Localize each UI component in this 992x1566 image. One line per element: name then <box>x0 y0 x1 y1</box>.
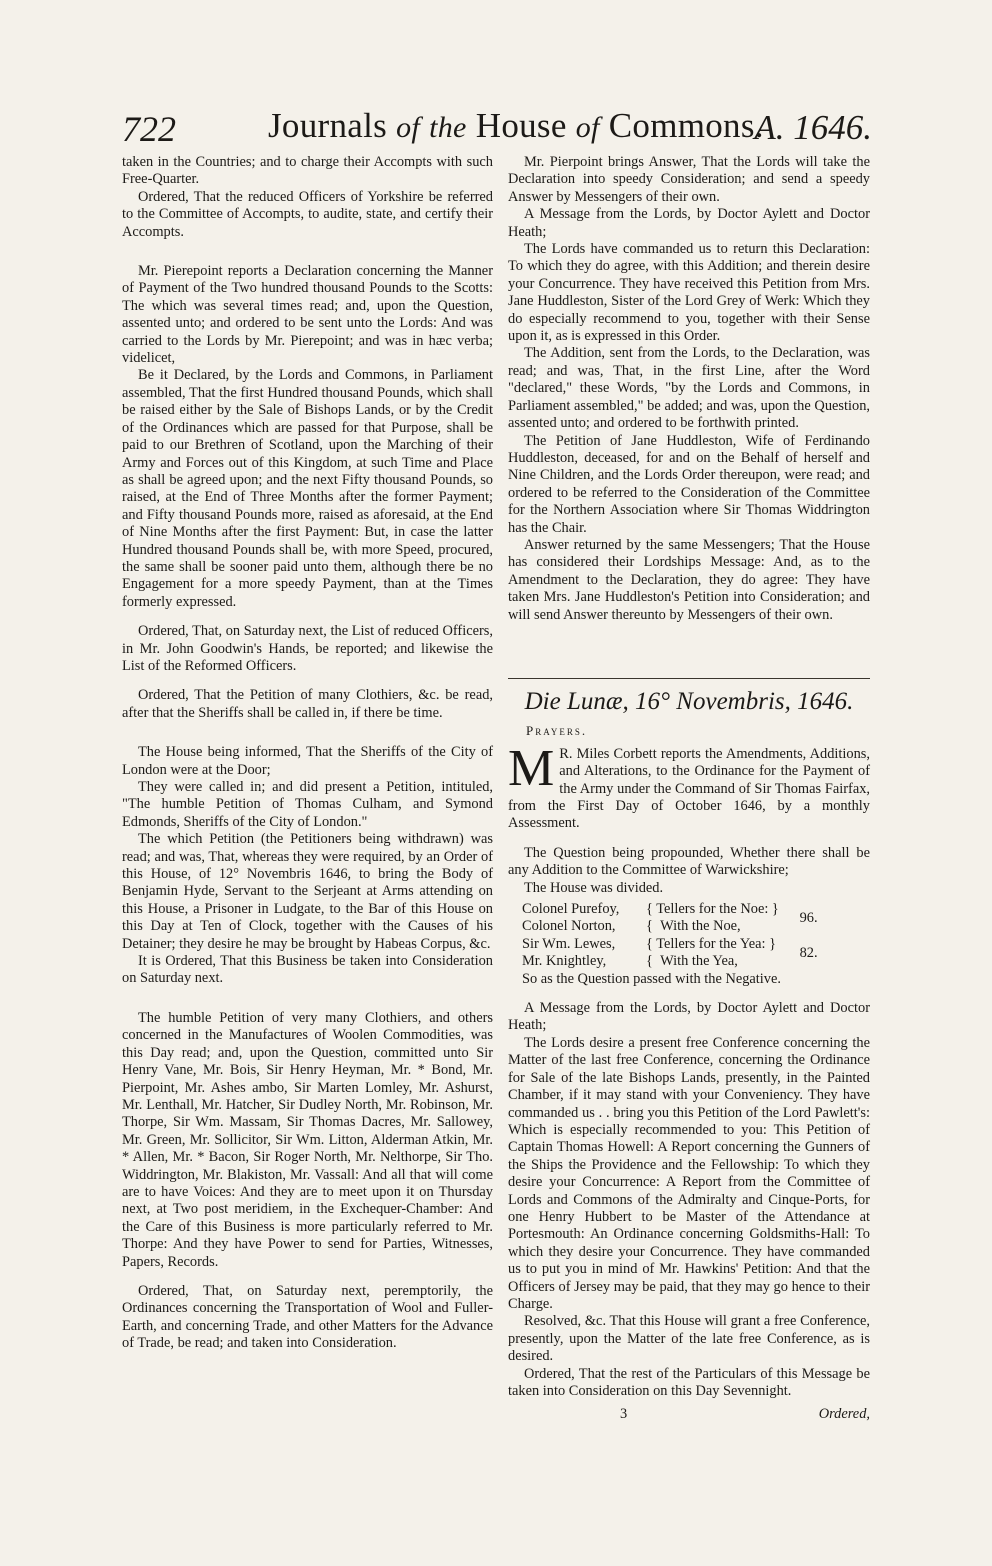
paragraph: The House was divided. <box>524 879 664 896</box>
paragraph: The Lords have commanded us to return this Declaration: To which they do agree, with this Addition; and therein desire your Concurrence. They have received this Petition from Mrs. Jane Huddleston, Sister of the Lord Grey of Werk: Which they do especially recommend to you, together with their Sense upon it, as is expressed in this Order. <box>508 241 870 345</box>
vote-count: 96. <box>799 909 818 926</box>
paragraph: The House being informed, That the Sheriffs of the City of London were at the Door; <box>122 744 493 778</box>
teller-name: Colonel Purefoy, <box>522 901 620 918</box>
corbett-report: M R. Miles Corbett reports the Amendments, Additions, and Alterations, to the Ordinance for the Payment of the Army under the Command of Sir Thomas Fairfax, from the First Day of October 1646, by a monthly Assessment. <box>508 739 870 832</box>
paragraph: Ordered, That the Petition of many Clothiers, &c. be read, after that the Sheriffs shall be called in, if there be time. <box>122 687 493 721</box>
drop-capital: M <box>508 739 555 797</box>
vote-count: 82. <box>799 944 818 961</box>
paragraph: Resolved, &c. That this House will grant a free Conference, presently, upon the Matter of the late free Conference, as is desired. <box>508 1313 870 1365</box>
paragraph: A Message from the Lords, by Doctor Aylett and Doctor Heath; <box>508 206 870 240</box>
teller-name: Mr. Knightley, <box>522 953 607 970</box>
signature-mark: 3 <box>620 1406 628 1422</box>
paragraph: Be it Declared, by the Lords and Commons, in Parliament assembled, That the first Hundred thousand Pounds, which shall be raised either by the Sale of Bishops Lands, or by the Credit of the Ordinances which are passed for that Purpose, shall be paid to our Brethren of Scotland, upon the Marching of their Army and Forces out of this Kingdom, at such Time and Place as shall be agreed upon; and the next Fifty thousand Pounds, so raised, at the End of Three Months after the former Payment; and Fifty thousand Pounds more, raised as aforesaid, at the End of Nine Months after the first Payment: But, in case the latter Hundred thousand Pounds shall be, with more Speed, procured, the same shall be sooner paid unto them, although there be no Engagement for a more speedy Payment, than at the Times formerly expressed. <box>122 367 493 610</box>
paragraph: Mr. Pierepoint reports a Declaration concerning the Manner of Payment of the Two hundred thousand Pounds to the Scotts: The which was several times read; and, upon the Question, assented unto; and ordered to be sent unto the Lords: And was carried to the Lords by Mr. Pierepoint; and was in hæc verba; videlicet, <box>122 263 493 367</box>
division-tellers <box>522 901 870 971</box>
teller-label: { With the Yea, <box>646 953 738 970</box>
teller-label: { With the Noe, <box>646 918 741 935</box>
paragraph: Ordered, That the reduced Officers of Yorkshire be referred to the Committee of Accompts, to audite, state, and certify their Accompts. <box>122 188 493 240</box>
paragraph: taken in the Countries; and to charge their Accompts with such Free-Quarter. <box>122 154 493 188</box>
catchword: Ordered, <box>818 1406 870 1422</box>
paragraph: The Addition, sent from the Lords, to the Declaration, was read; and was, That, in the first Line, after the Word "declared," these Words, "by the Lords and Commons, in Parliament assembled," be added; and was, upon the Question, assented unto; and ordered to be forthwith printed. <box>508 345 870 432</box>
journal-title: Journals of the House of Commons. <box>268 106 764 145</box>
day-heading: Die Lunæ, 16° Novembris, 1646. <box>524 687 854 715</box>
paragraph: The Petition of Jane Huddleston, Wife of Ferdinando Huddleston, deceased, for and on the Behalf of herself and Nine Children, and the Lords Order thereupon, were read; and ordered to be referred to the Consideration of the Committee for the Northern Association where Sir Thomas Widdrington has the Chair. <box>508 432 870 536</box>
right-column <box>508 154 870 1400</box>
paragraph: The humble Petition of very many Clothiers, and others concerned in the Manufactures of Woolen Commodities, was this Day read; and, upon the Question, committed unto Sir Henry Vane, Mr. Bois, Sir Henry Heyman, Mr. * Bond, Mr. Pierpoint, Mr. Ashes ambo, Sir Marten Lomley, Mr. Ashurst, Mr. Lenthall, Mr. Hatcher, Sir Dudley North, Mr. Robinson, Mr. Thorpe, Sir Wm. Massam, Sir Thomas Dacres, Mr. Sallowey, Mr. Green, Mr. Sollicitor, Sir Wm. Litton, Alderman Atkin, Mr. * Allen, Mr. * Bacon, Sir Roger North, Mr. Nelthorpe, Sir Tho. Widdrington, Mr. Blakiston, Mr. Vassall: And all that will come are to have Voices: And they are to meet upon it on Thursday next, at Two post meridiem, in the Exchequer-Chamber: And the Care of this Business is more particularly referred to Mr. Thorpe: And they have Power to send for Parties, Witnesses, Papers, Records. <box>122 1009 493 1270</box>
paragraph: Answer returned by the same Messengers; That the House has considered their Lordships Message: And, as to the Amendment to the Declaration, they do agree: They have taken Mrs. Jane Huddleston's Petition into Consideration; and will send Answer thereunto by Messengers of their own. <box>508 536 870 623</box>
year-mark: A. 1646. <box>754 108 872 147</box>
paragraph: Ordered, That the rest of the Particulars of this Message be taken into Consideration on this Day Sevennight. <box>508 1365 870 1399</box>
prayers-label: Prayers. <box>526 723 588 739</box>
paragraph: Ordered, That, on Saturday next, the List of reduced Officers, in Mr. John Goodwin's Hands, be reported; and likewise the List of the Reformed Officers. <box>122 623 493 674</box>
section-divider <box>508 678 870 679</box>
left-column <box>122 154 493 1353</box>
paragraph: Ordered, That, on Saturday next, peremptorily, the Ordinances concerning the Transportation of Wool and Fuller-Earth, and concerning Trade, and other Matters for the Advance of Trade, be read; and taken into Consideration. <box>122 1282 493 1352</box>
paragraph: The Lords desire a present free Conference concerning the Matter of the last free Conference, concerning the Ordinance for Sale of the late Bishops Lands, presently, in the Painted Chamber, if it may stand with your Conveniency. They have commanded us . . bring you this Petition of the Lord Pawlett's: Which is especially recommended to you: This Petition of Captain Thomas Howell: A Report concerning the Gunners of the Ships the Providence and the Fellowship: To which they desire your Concurrence: A Report from the Committee of Lords and Commons of the Admiralty and Cinque-Ports, for one Henry Hubbert to be Master of the Attendance at Portesmouth: An Ordinance concerning Goldsmiths-Hall: To which they desire your Concurrence. They have commanded us to put you in mind of Mr. Hawkins' Petition: And that the Officers of Jersey may be paid, that they may go hence to their Charge. <box>508 1034 870 1312</box>
running-header <box>118 98 870 148</box>
paragraph: The which Petition (the Petitioners being withdrawn) was read; and was, That, whereas they were required, by an Order of this House, of 12° Novembris 1646, to bring the Body of Benjamin Hyde, Servant to the Serjeant at Arms attending on this House, a Prisoner in Ludgate, to the Bar of this House on this Day at Ten of Clock, together with the Causes of his Detainer; they desire he may be brought by Habeas Corpus, &c. <box>122 831 493 952</box>
paragraph: A Message from the Lords, by Doctor Aylett and Doctor Heath; <box>508 1000 870 1034</box>
teller-label: { Tellers for the Yea: } <box>646 935 777 952</box>
teller-name: Colonel Norton, <box>522 918 616 935</box>
paragraph: Mr. Pierpoint brings Answer, That the Lords will take the Declaration into speedy Consideration; and send a speedy Answer by Messengers of their own. <box>508 154 870 205</box>
paragraph: The Question being propounded, Whether there shall be any Addition to the Committee of Warwickshire; <box>508 844 870 879</box>
teller-name: Sir Wm. Lewes, <box>522 935 616 952</box>
teller-label: { Tellers for the Noe: } <box>646 901 779 918</box>
paragraph: It is Ordered, That this Business be taken into Consideration on Saturday next. <box>122 953 493 987</box>
paragraph: So as the Question passed with the Negative. <box>522 970 781 987</box>
page-number: 722 <box>122 109 176 149</box>
paragraph: They were called in; and did present a Petition, intituled, "The humble Petition of Thomas Culham, and Symond Edmonds, Sheriffs of the City of London." <box>122 779 493 830</box>
